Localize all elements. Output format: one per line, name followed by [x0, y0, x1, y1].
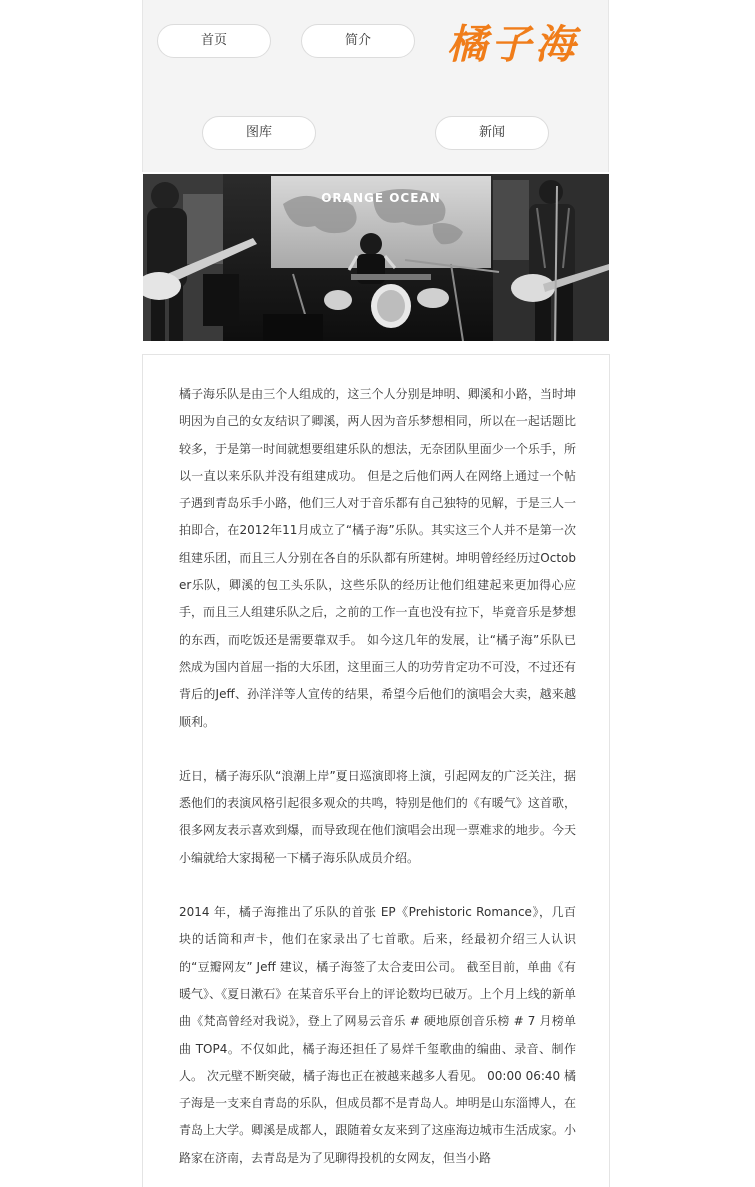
site-logo[interactable] [443, 14, 603, 70]
band-photo [143, 174, 609, 341]
site-header [142, 0, 609, 172]
article-body [179, 381, 576, 1187]
screen-text: ORANGE OCEAN [321, 191, 441, 205]
article-container [142, 354, 610, 1187]
logo-text: 橘子海 [447, 21, 579, 68]
logo-graphic [443, 14, 603, 70]
article-paragraph: 橘子海乐队是由三个人组成的，这三个人分别是坤明、卿溪和小路，当时坤明因为自己的女友结识了卿溪，两人因为音乐梦想相同，所以在一起话题比较多，于是第一时间就想要组建乐队的想法，无奈团队里面少一个乐手，所以一直以来乐队并没有组建成功。 但是之后他们两人在网络上通过一个帖子遇到青岛乐手小路，他们三人对于音乐都有自己独特的见解，于是三人一拍即合，在2012年11月成立了“橘子海”乐队。其实这三个人并不是第一次组建乐团，而且三人分别在各自的乐队都有所建树。坤明曾经经历过October乐队，卿溪的包工头乐队，这些乐队的经历让他们组建起来更加得心应手，而且三人组建乐队之后，之前的工作一直也没有拉下，毕竟音乐是梦想的东西，而吃饭还是需要靠双手。 如今这几年的发展，让“橘子海”乐队已然成为国内首屈一指的大乐团，这里面三人的功劳肯定功不可没，不过还有背后的Jeff、孙洋洋等人宣传的结果，希望今后他们的演唱会大卖，越来越顺利。 [179, 387, 576, 729]
article-paragraph: 近日，橘子海乐队“浪潮上岸”夏日巡演即将上演，引起网友的广泛关注，据悉他们的表演风格引起很多观众的共鸣，特别是他们的《有暖气》这首歌，很多网友表示喜欢到爆，而导致现在他们演唱会出现一票难求的地步。今天小编就给大家揭秘一下橘子海乐队成员介绍。 [179, 768, 576, 865]
band-banner-image [143, 174, 609, 341]
nav-intro-button[interactable]: 简介 [301, 24, 415, 58]
nav-news-button[interactable]: 新闻 [435, 116, 549, 150]
article-paragraph: 2014 年，橘子海推出了乐队的首张 EP《Prehistoric Romance》，几百块的话筒和声卡，他们在家录出了七首歌。后来，经最初介绍三人认识的“豆瓣网友” Jeff 建议，橘子海签了太合麦田公司。 截至目前，单曲《有暖气》、《夏日漱石》在某音乐平台上的评论数均已破万。上个月上线的新单曲《梵高曾经对我说》，登上了网易云音乐 # 硬地原创音乐榜 # 7 月榜单曲 TOP4。不仅如此，橘子海还担任了易烊千玺歌曲的编曲、录音、制作人。 次元壁不断突破，橘子海也正在被越来越多人看见。 00:00 06:40 橘子海是一支来自青岛的乐队，但成员都不是青岛人。坤明是山东淄博人，在青岛上大学。卿溪是成都人，跟随着女友来到了这座海边城市生活成家。小路家在济南，去青岛是为了见聊得投机的女网友，但当小路 [179, 905, 576, 1165]
nav-home-button[interactable]: 首页 [157, 24, 271, 58]
nav-gallery-button[interactable]: 图库 [202, 116, 316, 150]
